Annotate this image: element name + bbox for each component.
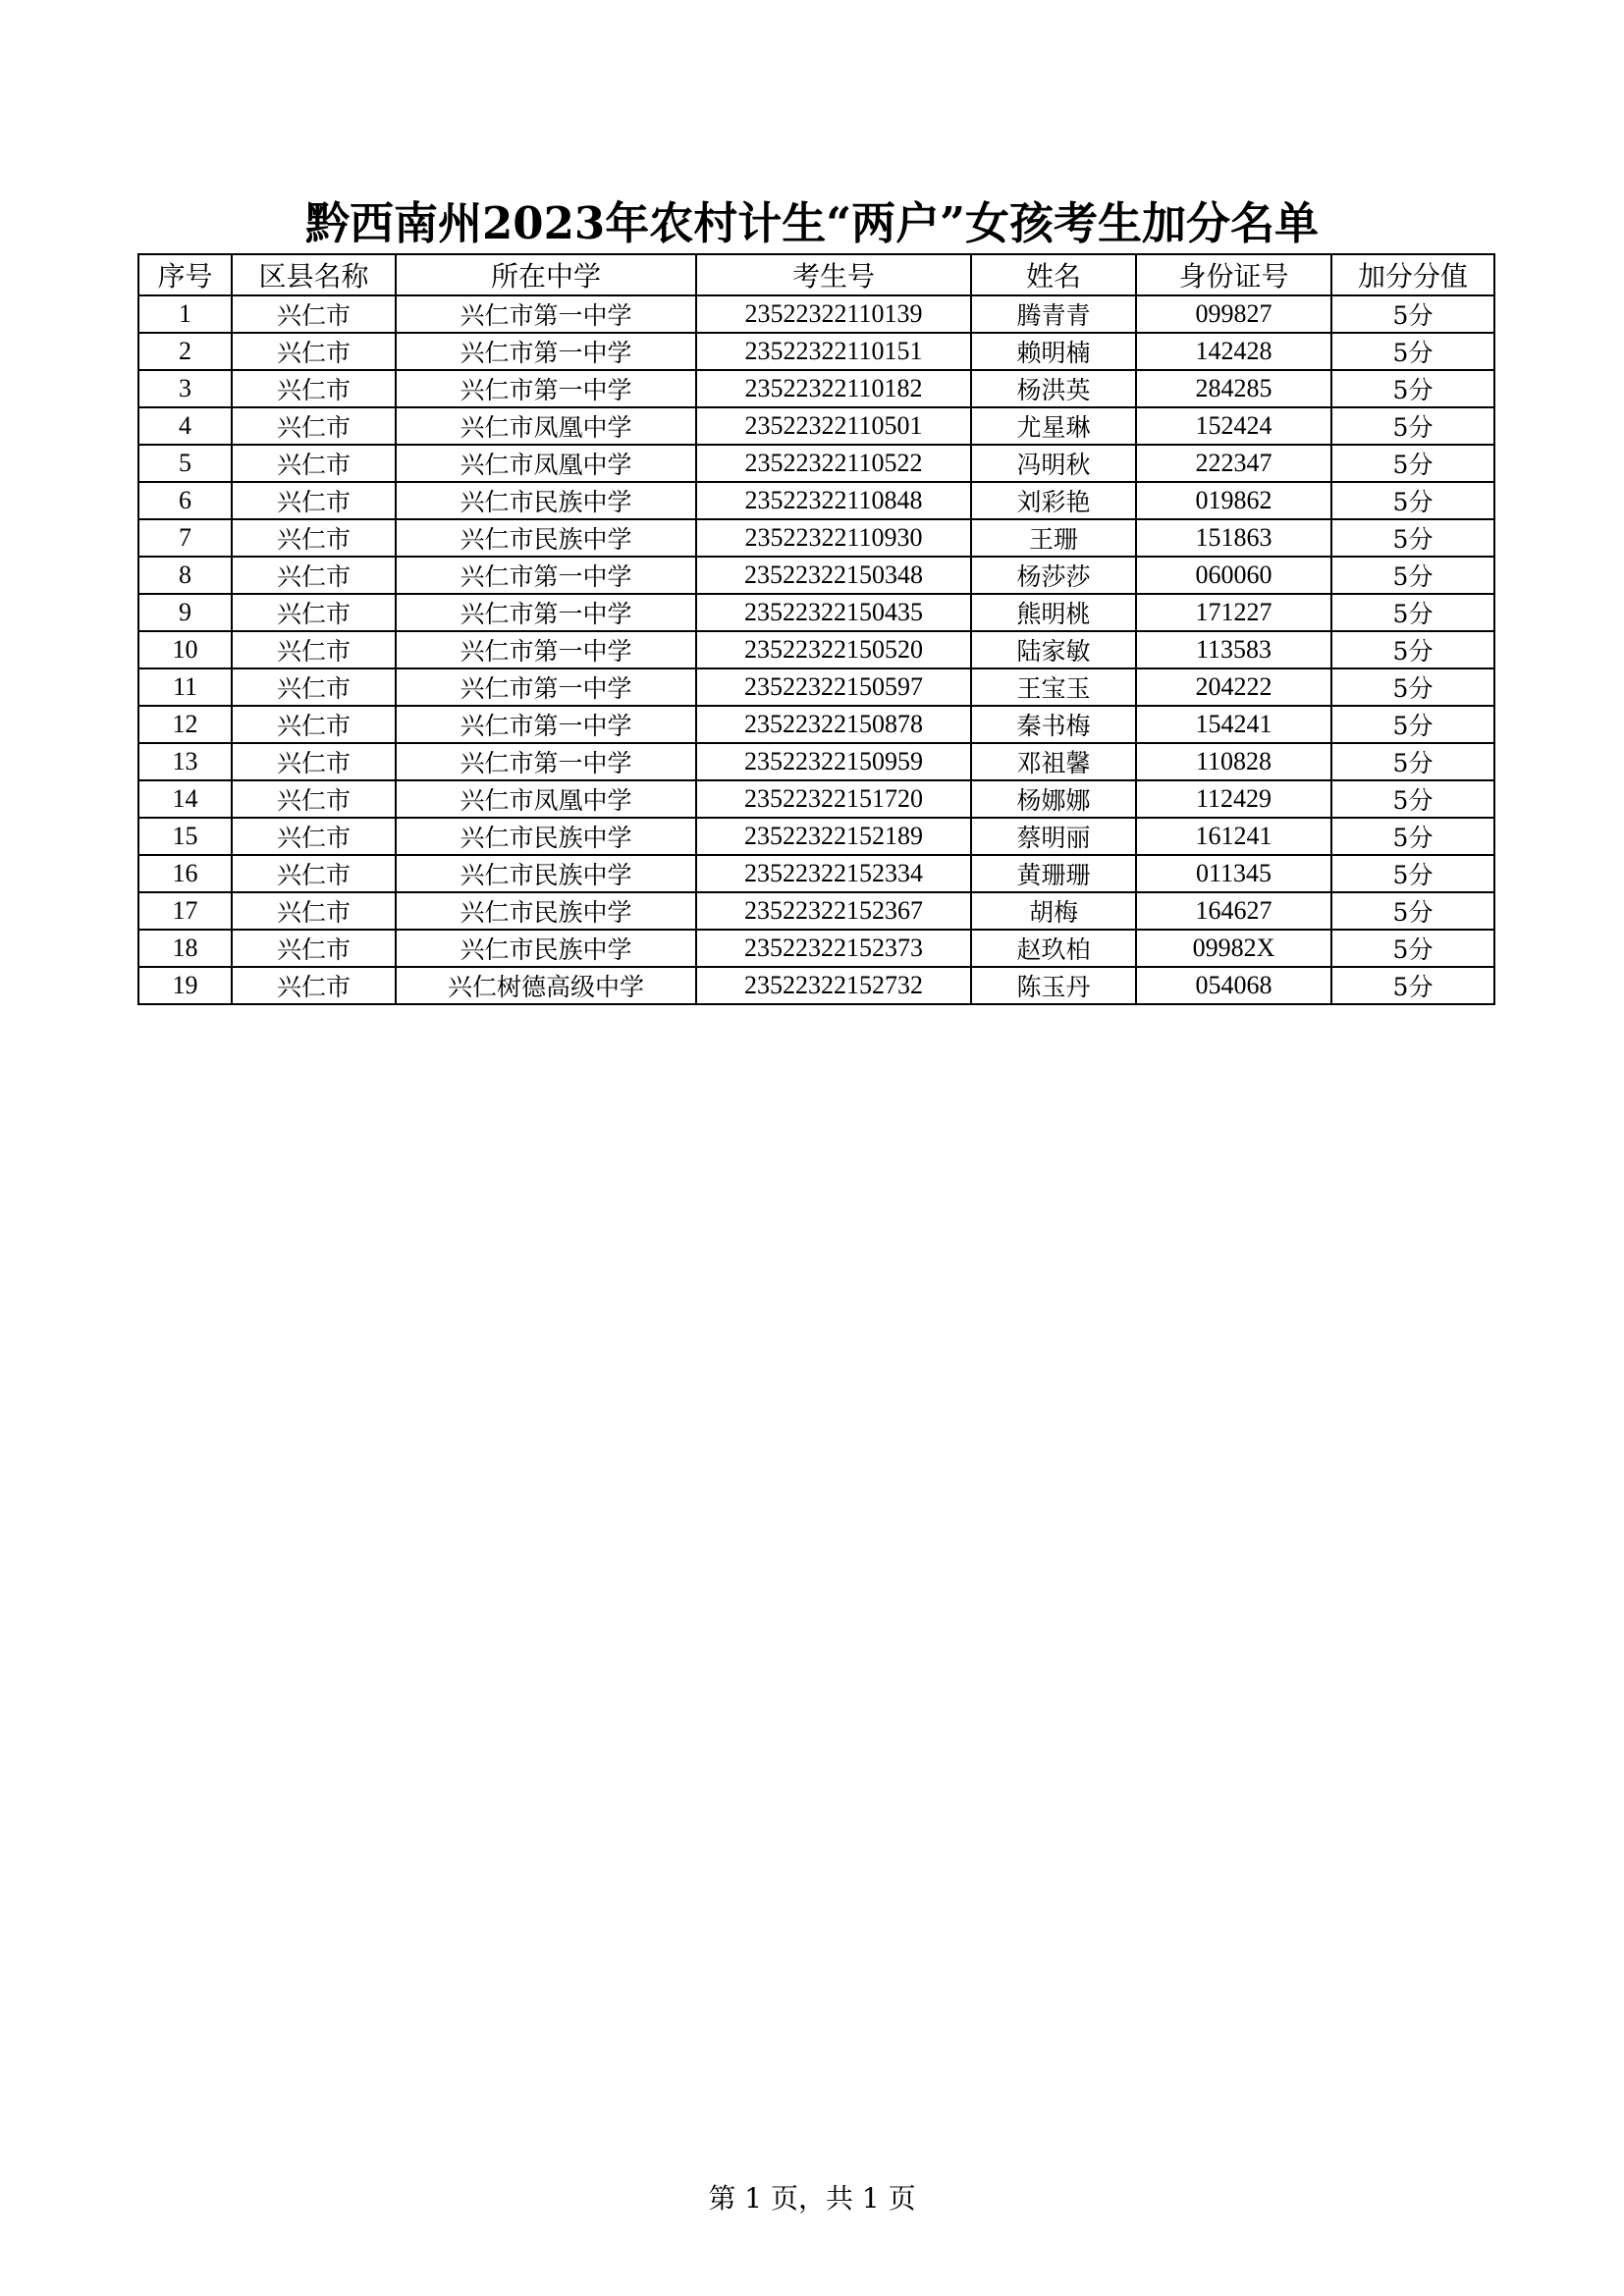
cell-index: 5: [138, 445, 232, 482]
cell-district: 兴仁市: [232, 519, 396, 557]
cell-id-number: 151863: [1136, 519, 1331, 557]
cell-exam-number: 23522322110139: [696, 295, 971, 333]
cell-index: 19: [138, 967, 232, 1004]
cell-school: 兴仁市凤凰中学: [396, 445, 696, 482]
cell-bonus: 5分: [1331, 706, 1494, 743]
table-row: [138, 370, 1494, 407]
cell-district: 兴仁市: [232, 855, 396, 892]
cell-district: 兴仁市: [232, 631, 396, 668]
cell-id-number: 161241: [1136, 818, 1331, 855]
cell-name: 刘彩艳: [971, 482, 1136, 519]
table-row: [138, 557, 1494, 594]
cell-bonus: 5分: [1331, 407, 1494, 445]
table-row: [138, 482, 1494, 519]
cell-bonus: 5分: [1331, 668, 1494, 706]
cell-id-number: 019862: [1136, 482, 1331, 519]
cell-id-number: 113583: [1136, 631, 1331, 668]
cell-exam-number: 23522322152373: [696, 930, 971, 967]
cell-name: 王宝玉: [971, 668, 1136, 706]
cell-school: 兴仁市民族中学: [396, 482, 696, 519]
cell-school: 兴仁市民族中学: [396, 892, 696, 930]
cell-district: 兴仁市: [232, 967, 396, 1004]
cell-name: 冯明秋: [971, 445, 1136, 482]
cell-id-number: 142428: [1136, 333, 1331, 370]
cell-id-number: 011345: [1136, 855, 1331, 892]
cell-school: 兴仁市第一中学: [396, 370, 696, 407]
bonus-list-table: [137, 253, 1495, 1005]
cell-district: 兴仁市: [232, 482, 396, 519]
table-row: [138, 743, 1494, 780]
header-school: 所在中学: [396, 254, 696, 295]
table-row: [138, 333, 1494, 370]
cell-district: 兴仁市: [232, 333, 396, 370]
cell-district: 兴仁市: [232, 557, 396, 594]
cell-bonus: 5分: [1331, 930, 1494, 967]
header-bonus: 加分分值: [1331, 254, 1494, 295]
header-name: 姓名: [971, 254, 1136, 295]
cell-index: 9: [138, 594, 232, 631]
cell-school: 兴仁市第一中学: [396, 706, 696, 743]
cell-school: 兴仁市民族中学: [396, 519, 696, 557]
cell-name: 尤星琳: [971, 407, 1136, 445]
table-row: [138, 706, 1494, 743]
cell-id-number: 110828: [1136, 743, 1331, 780]
cell-exam-number: 23522322110182: [696, 370, 971, 407]
cell-name: 邓祖馨: [971, 743, 1136, 780]
table-row: [138, 780, 1494, 818]
cell-index: 17: [138, 892, 232, 930]
table-row: [138, 631, 1494, 668]
cell-id-number: 204222: [1136, 668, 1331, 706]
cell-school: 兴仁市民族中学: [396, 818, 696, 855]
cell-index: 2: [138, 333, 232, 370]
cell-bonus: 5分: [1331, 519, 1494, 557]
cell-school: 兴仁市第一中学: [396, 743, 696, 780]
cell-index: 8: [138, 557, 232, 594]
cell-exam-number: 23522322150348: [696, 557, 971, 594]
cell-index: 11: [138, 668, 232, 706]
cell-exam-number: 23522322110930: [696, 519, 971, 557]
cell-school: 兴仁市凤凰中学: [396, 407, 696, 445]
cell-id-number: 099827: [1136, 295, 1331, 333]
cell-school: 兴仁市第一中学: [396, 295, 696, 333]
cell-school: 兴仁市第一中学: [396, 594, 696, 631]
cell-exam-number: 23522322150959: [696, 743, 971, 780]
cell-index: 3: [138, 370, 232, 407]
header-exam-number: 考生号: [696, 254, 971, 295]
cell-index: 12: [138, 706, 232, 743]
page-footer: 第 1 页，共 1 页: [708, 2182, 916, 2215]
cell-district: 兴仁市: [232, 930, 396, 967]
cell-district: 兴仁市: [232, 668, 396, 706]
cell-bonus: 5分: [1331, 445, 1494, 482]
cell-name: 王珊: [971, 519, 1136, 557]
cell-name: 陆家敏: [971, 631, 1136, 668]
cell-index: 7: [138, 519, 232, 557]
table-body: [138, 295, 1494, 1004]
table-row: [138, 855, 1494, 892]
table-row: [138, 967, 1494, 1004]
cell-exam-number: 23522322110151: [696, 333, 971, 370]
table-header-row: [138, 254, 1494, 295]
cell-name: 杨莎莎: [971, 557, 1136, 594]
cell-index: 10: [138, 631, 232, 668]
cell-exam-number: 23522322110522: [696, 445, 971, 482]
cell-district: 兴仁市: [232, 407, 396, 445]
cell-id-number: 112429: [1136, 780, 1331, 818]
cell-id-number: 284285: [1136, 370, 1331, 407]
cell-exam-number: 23522322150597: [696, 668, 971, 706]
header-district: 区县名称: [232, 254, 396, 295]
header-index: 序号: [138, 254, 232, 295]
table-row: [138, 668, 1494, 706]
cell-district: 兴仁市: [232, 370, 396, 407]
cell-district: 兴仁市: [232, 743, 396, 780]
cell-name: 熊明桃: [971, 594, 1136, 631]
cell-index: 6: [138, 482, 232, 519]
cell-exam-number: 23522322150520: [696, 631, 971, 668]
cell-bonus: 5分: [1331, 855, 1494, 892]
cell-name: 胡梅: [971, 892, 1136, 930]
cell-district: 兴仁市: [232, 706, 396, 743]
cell-exam-number: 23522322152367: [696, 892, 971, 930]
cell-id-number: 054068: [1136, 967, 1331, 1004]
cell-id-number: 154241: [1136, 706, 1331, 743]
cell-bonus: 5分: [1331, 557, 1494, 594]
table-row: [138, 407, 1494, 445]
cell-bonus: 5分: [1331, 333, 1494, 370]
cell-district: 兴仁市: [232, 780, 396, 818]
cell-school: 兴仁市第一中学: [396, 631, 696, 668]
cell-exam-number: 23522322150435: [696, 594, 971, 631]
cell-school: 兴仁市民族中学: [396, 855, 696, 892]
table-row: [138, 295, 1494, 333]
cell-name: 陈玉丹: [971, 967, 1136, 1004]
cell-bonus: 5分: [1331, 370, 1494, 407]
table-row: [138, 818, 1494, 855]
cell-bonus: 5分: [1331, 482, 1494, 519]
cell-name: 赵玖柏: [971, 930, 1136, 967]
table-row: [138, 892, 1494, 930]
cell-name: 秦书梅: [971, 706, 1136, 743]
cell-index: 14: [138, 780, 232, 818]
cell-index: 15: [138, 818, 232, 855]
cell-index: 4: [138, 407, 232, 445]
cell-school: 兴仁市第一中学: [396, 557, 696, 594]
cell-name: 赖明楠: [971, 333, 1136, 370]
cell-exam-number: 23522322152334: [696, 855, 971, 892]
cell-id-number: 09982X: [1136, 930, 1331, 967]
cell-name: 杨娜娜: [971, 780, 1136, 818]
cell-index: 13: [138, 743, 232, 780]
cell-id-number: 060060: [1136, 557, 1331, 594]
cell-school: 兴仁市第一中学: [396, 333, 696, 370]
cell-name: 腾青青: [971, 295, 1136, 333]
cell-school: 兴仁树德高级中学: [396, 967, 696, 1004]
cell-district: 兴仁市: [232, 818, 396, 855]
cell-bonus: 5分: [1331, 967, 1494, 1004]
cell-index: 1: [138, 295, 232, 333]
cell-index: 16: [138, 855, 232, 892]
header-id-number: 身份证号: [1136, 254, 1331, 295]
cell-id-number: 164627: [1136, 892, 1331, 930]
table-row: [138, 445, 1494, 482]
cell-exam-number: 23522322150878: [696, 706, 971, 743]
page-title: 黔西南州2023年农村计生“两户”女孩考生加分名单: [304, 197, 1319, 249]
cell-id-number: 171227: [1136, 594, 1331, 631]
cell-name: 蔡明丽: [971, 818, 1136, 855]
cell-id-number: 152424: [1136, 407, 1331, 445]
cell-district: 兴仁市: [232, 445, 396, 482]
cell-district: 兴仁市: [232, 295, 396, 333]
cell-exam-number: 23522322152189: [696, 818, 971, 855]
cell-exam-number: 23522322110848: [696, 482, 971, 519]
cell-id-number: 222347: [1136, 445, 1331, 482]
table-row: [138, 519, 1494, 557]
cell-district: 兴仁市: [232, 892, 396, 930]
table-row: [138, 930, 1494, 967]
cell-district: 兴仁市: [232, 594, 396, 631]
cell-bonus: 5分: [1331, 594, 1494, 631]
cell-name: 杨洪英: [971, 370, 1136, 407]
cell-index: 18: [138, 930, 232, 967]
cell-exam-number: 23522322110501: [696, 407, 971, 445]
cell-school: 兴仁市民族中学: [396, 930, 696, 967]
cell-bonus: 5分: [1331, 892, 1494, 930]
cell-bonus: 5分: [1331, 631, 1494, 668]
cell-bonus: 5分: [1331, 295, 1494, 333]
cell-bonus: 5分: [1331, 780, 1494, 818]
cell-exam-number: 23522322152732: [696, 967, 971, 1004]
cell-bonus: 5分: [1331, 743, 1494, 780]
table-row: [138, 594, 1494, 631]
cell-school: 兴仁市第一中学: [396, 668, 696, 706]
cell-school: 兴仁市凤凰中学: [396, 780, 696, 818]
cell-bonus: 5分: [1331, 818, 1494, 855]
cell-exam-number: 23522322151720: [696, 780, 971, 818]
cell-name: 黄珊珊: [971, 855, 1136, 892]
